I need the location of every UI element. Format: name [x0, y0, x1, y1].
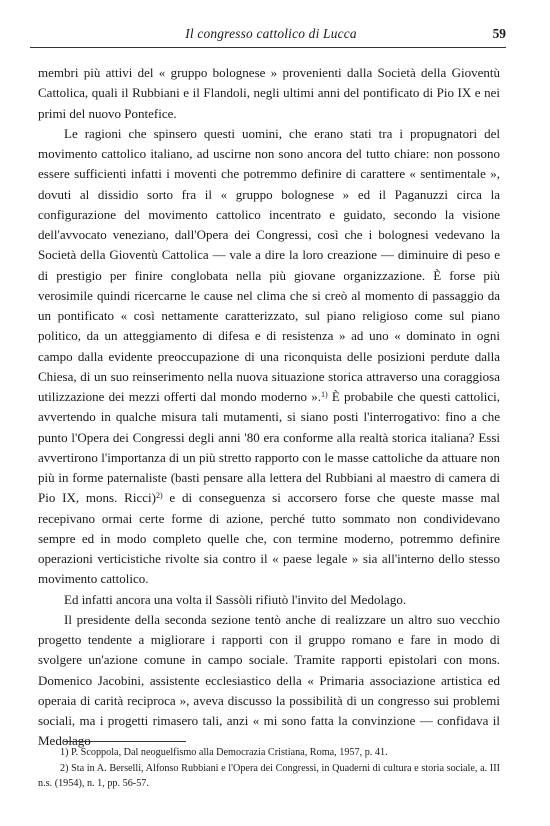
footnote-ref-1: 1) [321, 390, 328, 399]
running-title: Il congresso cattolico di Lucca [185, 26, 357, 41]
footnotes [38, 745, 500, 792]
paragraph-3: Ed infatti ancora una volta il Sassòli rifiutò l'invito del Medolago. [64, 591, 407, 607]
running-header [40, 26, 506, 46]
paragraph-2-text: Le ragioni che spinsero questi uomini, che erano stati tra i propugnatori del movimento cattolico italiano, ad uscirne non sono ancora del tutto chiare: non possono essere sufficienti infatti i moventi che potremmo definire di carattere « sentimentale », dovuti al dissidio sorto fra il « gruppo bolognese » ed il Paganuzzi circa la configurazione del movimento cattolico incentrato e guidato, secondo la visione dell'avvocato veneziano, dall'Opera dei Congressi, così che i bolognesi vedevano la Società della Gioventù Cattolica — vale a dire la loro creazione — diminuire di peso e di prestigio per finire conglobata nella più giovane organizzazione. È forse più verosimile quindi ricercarne le cause nel clima che si creò al momento di passaggio da un pontificato « così nettamente caratterizzato, sul piano religioso come sul piano politico, da un atteggiamento di difesa e di resistenza » ad uno « dominato in ogni campo dalla evidente preoccupazione di una riconquista delle posizioni perdute dalla Chiesa, di un suo reinserimento nella nuova situazione storica attraverso una coraggiosa utilizzazione dei mezzi offerti dal mondo moderno ». [38, 125, 500, 404]
footnote-rule [64, 741, 186, 742]
footnote-2: 2) Sta in A. Berselli, Alfonso Rubbiani e l'Opera dei Congressi, in Quaderni di cultura e storia sociale, a. III n.s. (1954), n. 1, pp. 56-57. [38, 762, 500, 789]
paragraph-2 [38, 124, 500, 590]
body-text [38, 63, 500, 752]
header-rule [30, 47, 506, 48]
footnote-ref-2: 2) [155, 491, 163, 501]
paragraph-2-continued: È probabile che questi cattolici, avvertendo in qualche misura tali mutamenti, si siano posti l'interrogativo: fino a che punto l'Opera dei Congressi degli anni '80 era conforme alla realtà storica italiana? Essi avvertirono l'importanza di un più stretto rapporto con le masse cattoliche da attuare non più in forme paternaliste (basti pensare alla lettera del Rubbiani al maestro di camera di Pio IX, mons. Ricci) [38, 389, 500, 506]
footnote-1: 1) P. Scoppola, Dal neoguelfismo alla Democrazia Cristiana, Roma, 1957, p. 41. [60, 747, 388, 758]
page-number: 59 [492, 26, 506, 41]
paragraph-1: membri più attivi del « gruppo bolognese » provenienti dalla Società della Gioventù Cattolica, quali il Rubbiani e il Flandoli, negli ultimi anni del pontificato di Pio IX e nei primi del nuovo Pontefice. [38, 65, 500, 121]
paragraph-2-end: e di conseguenza si accorsero forse che queste masse mal recepivano ormai certe forme di azione, perché tutto sommato non condividevano sempre ed in modo completo quelle che, con termine moderno, potremmo definire operazioni verticistiche rivolte sia contro il « paese legale » sia all'interno dello stesso movimento cattolico. [38, 490, 500, 587]
paragraph-4: Il presidente della seconda sezione tentò anche di realizzare un altro suo vecchio progetto tendente a migliorare i rapporti con il gruppo romano e fare in modo di svolgere un'azione comune in campo sociale. Tramite rapporti epistolari con mons. Domenico Jacobini, assistente ecclesiastico della « Primaria associazione artistica ed operaia di carità reciproca », aveva discusso la possibilità di un congresso sui problemi sociali, ma i progetti rimasero tali, anzi « mi sono fatta la convinzione — confidava il Medolago [38, 611, 500, 749]
